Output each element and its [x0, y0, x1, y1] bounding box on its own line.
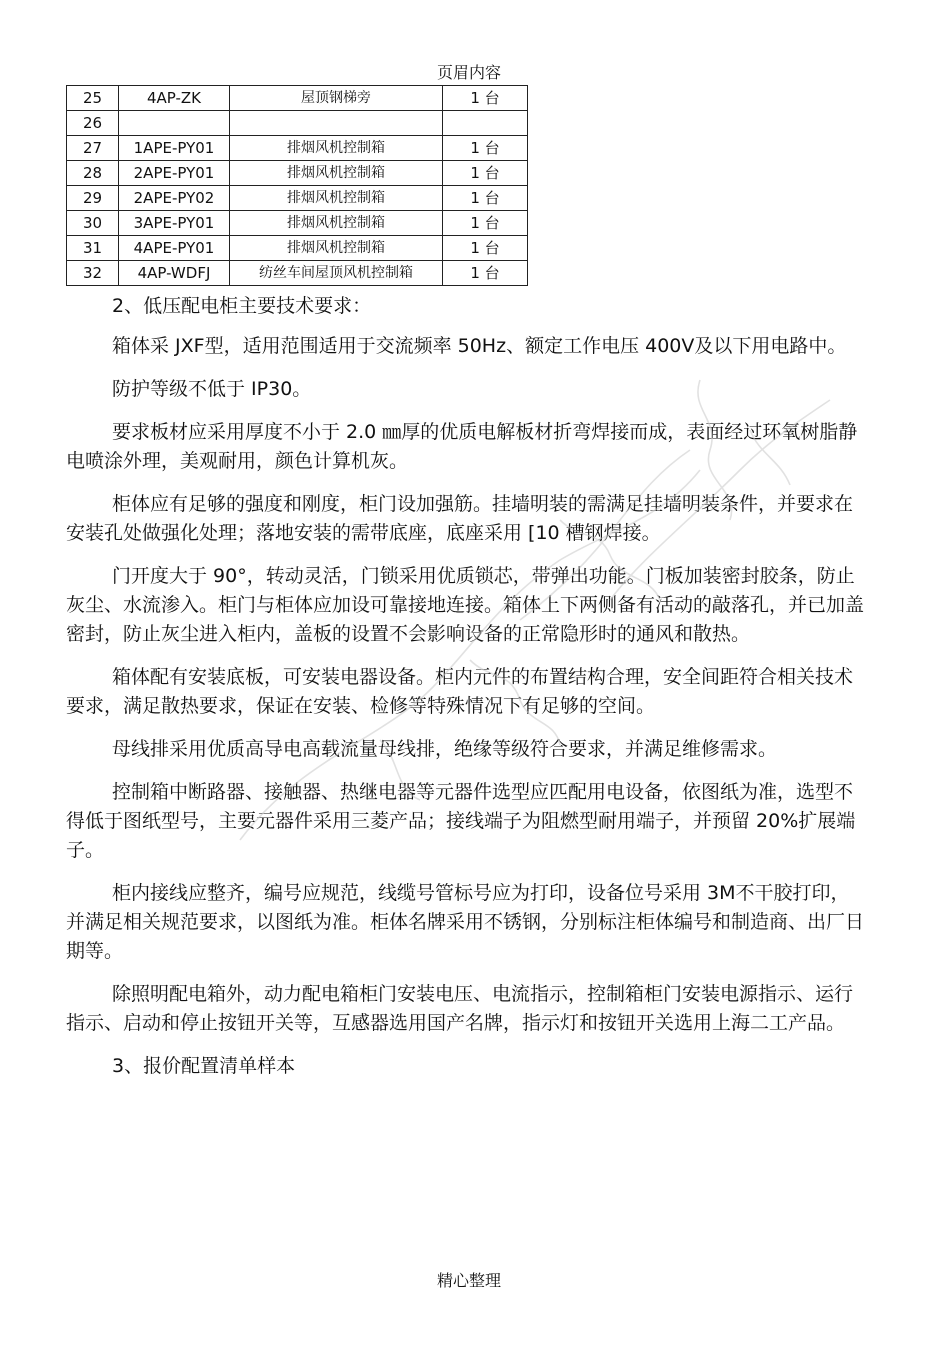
cabinet-code: 4AP-ZK [119, 86, 230, 111]
quantity [443, 111, 528, 136]
paragraph: 要求板材应采用厚度不小于 2.0 ㎜厚的优质电解板材折弯焊接而成，表面经过环氧树脂静电喷涂外理，美观耐用，颜色计算机灰。 [66, 421, 858, 472]
quantity: 1 台 [443, 236, 528, 261]
page-footer: 精心整理 [437, 1271, 502, 1290]
cabinet-name: 屋顶钢梯旁 [230, 86, 443, 111]
row-number: 25 [67, 86, 119, 111]
cabinet-code: 4AP-WDFJ [119, 261, 230, 286]
cabinet-name: 排烟风机控制箱 [230, 236, 443, 261]
paragraph: 柜内接线应整齐，编号应规范，线缆号管标号应为打印，设备位号采用 3M不干胶打印，并满足相关规范要求，以图纸为准。柜体名牌采用不锈钢，分别标注柜体编号和制造商、出厂日期等。 [66, 882, 865, 962]
cabinet-name [230, 111, 443, 136]
quantity: 1 台 [443, 161, 528, 186]
quantity: 1 台 [443, 86, 528, 111]
quantity: 1 台 [443, 186, 528, 211]
cabinet-code: 2APE-PY02 [119, 186, 230, 211]
row-number: 27 [67, 136, 119, 161]
paragraph: 防护等级不低于 IP30。 [112, 378, 312, 400]
cabinet-code [119, 111, 230, 136]
row-number: 30 [67, 211, 119, 236]
table-row [67, 86, 528, 111]
paragraph: 门开度大于 90°，转动灵活，门锁采用优质锁芯，带弹出功能。门板加装密封胶条，防止灰尘、水流渗入。柜门与柜体应加设可靠接地连接。箱体上下两侧备有活动的敲落孔，并已加盖密封，防止灰尘进入柜内，盖板的设置不会影响设备的正常隐形时的通风和散热。 [66, 565, 865, 645]
row-number: 28 [67, 161, 119, 186]
cabinet-code: 3APE-PY01 [119, 211, 230, 236]
section-heading: 2、低压配电柜主要技术要求： [112, 295, 372, 317]
cabinet-code: 1APE-PY01 [119, 136, 230, 161]
cabinet-name: 排烟风机控制箱 [230, 136, 443, 161]
table-row [67, 236, 528, 261]
row-number: 31 [67, 236, 119, 261]
quantity: 1 台 [443, 211, 528, 236]
section-heading: 3、报价配置清单样本 [112, 1055, 296, 1077]
cabinet-name: 排烟风机控制箱 [230, 161, 443, 186]
row-number: 32 [67, 261, 119, 286]
paragraph: 母线排采用优质高导电高载流量母线排，绝缘等级符合要求，并满足维修需求。 [112, 738, 778, 760]
paragraph: 控制箱中断路器、接触器、热继电器等元器件选型应匹配用电设备，依图纸为准，选型不得低于图纸型号，主要元器件采用三菱产品；接线端子为阻燃型耐用端子，并预留 20%扩展端子。 [66, 781, 856, 861]
cabinet-name: 排烟风机控制箱 [230, 211, 443, 236]
quantity: 1 台 [443, 136, 528, 161]
paragraph: 箱体配有安装底板，可安装电器设备。柜内元件的布置结构合理，安全间距符合相关技术要求，满足散热要求，保证在安装、检修等特殊情况下有足够的空间。 [66, 666, 854, 717]
cabinet-code: 2APE-PY01 [119, 161, 230, 186]
quantity: 1 台 [443, 261, 528, 286]
row-number: 26 [67, 111, 119, 136]
paragraph: 柜体应有足够的强度和刚度，柜门设加强筋。挂墙明装的需满足挂墙明装条件，并要求在安装孔处做强化处理；落地安装的需带底座，底座采用 [10 槽钢焊接。 [66, 493, 854, 544]
row-number: 29 [67, 186, 119, 211]
table-row [67, 111, 528, 136]
equipment-table [66, 85, 528, 286]
table-row [67, 186, 528, 211]
table-row [67, 136, 528, 161]
document-body [66, 292, 866, 1092]
cabinet-name: 排烟风机控制箱 [230, 186, 443, 211]
paragraph: 箱体采 JXF型，适用范围适用于交流频率 50Hz、额定工作电压 400V及以下用电路中。 [112, 335, 847, 357]
table-row [67, 261, 528, 286]
cabinet-name: 纺丝车间屋顶风机控制箱 [230, 261, 443, 286]
table-row [67, 211, 528, 236]
paragraph: 除照明配电箱外，动力配电箱柜门安装电压、电流指示，控制箱柜门安装电源指示、运行指示、启动和停止按钮开关等，互感器选用国产名牌，指示灯和按钮开关选用上海二工产品。 [66, 983, 854, 1034]
cabinet-code: 4APE-PY01 [119, 236, 230, 261]
page-header: 页眉内容 [437, 63, 502, 82]
table-row [67, 161, 528, 186]
